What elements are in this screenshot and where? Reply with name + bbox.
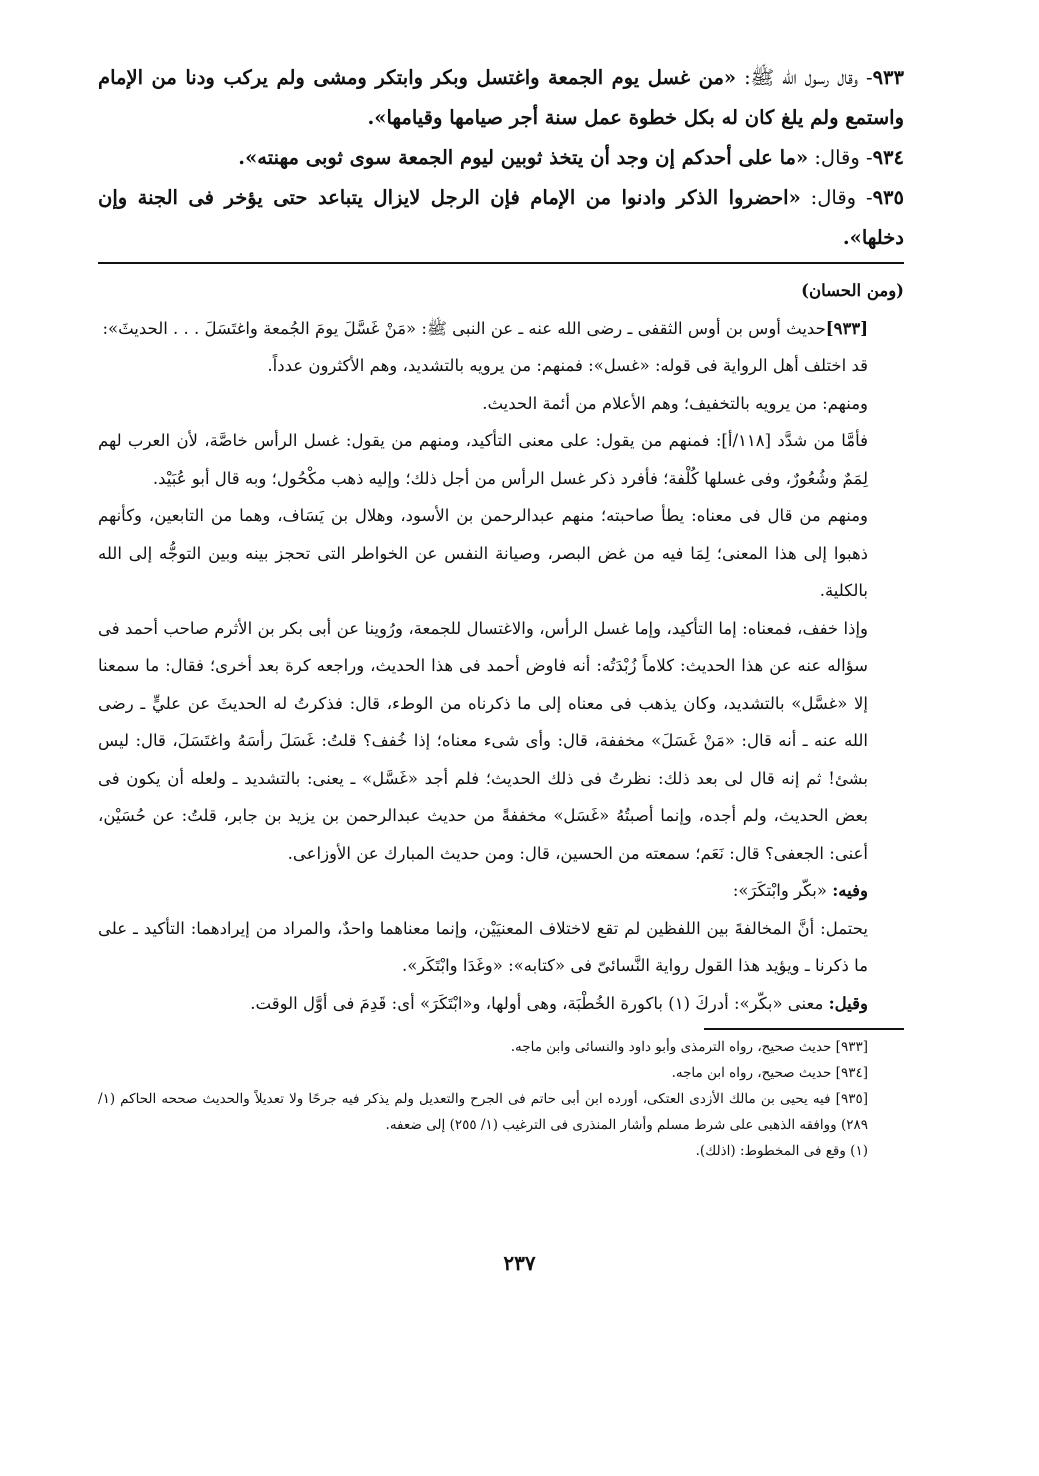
page-number: ٢٣٧: [503, 1251, 536, 1275]
footnote: [98, 1034, 904, 1060]
fihi-text: «بكّر وابْتكَرَ»:: [732, 881, 827, 900]
hadith-intro: وقال:: [810, 186, 857, 209]
hadith-section: [98, 58, 904, 258]
commentary-paragraph: يحتمل: أنَّ المخالفةَ بين اللفظين لم تقع لاختلاف المعنيَيْن، وإنما معناهما واحدٌ، والمراد من إيرادهما: التأكيد ـ على ما ذكرنا ـ ويؤيد هذا القول رواية النَّسائىّ فى «كتابه»: «وغَدَا وابْتَكَر».: [98, 918, 868, 975]
footnote-divider: [704, 1028, 904, 1030]
commentary-heading: (ومن الحسان): [801, 281, 904, 300]
commentary-paragraph: وإذا خفف، فمعناه: إما التأكيد، وإما غسل الرأس، والاغتسال للجمعة، ورُوينا عن أبى بكر بن الأثرم صاحب أحمد فى سؤاله عنه عن هذا الحديث: كلاماً زُبْدَتُه: أنه فاوض أحمد فى هذا الحديث، وراجعه كرة بعد أخرى؛ فقال: ما سمعنا إلا «غسَّل» بالتشديد، وكان يذهب فى معناه إلى ما ذكرناه من الوطء، قال: فذكرتُ له الحديثَ عن عليٍّ ـ رضى الله عنه ـ أنه قال: «مَنْ غَسَلَ» مخففة، قال: وأى شىء معناه؛ إذا خُفف؟ قلتُ: غَسَلَ رأسَهُ واغتَسَلَ، قال: ليس بشئ! ثم إنه قال لى بعد ذلك: نظرتُ فى ذلك الحديث؛ فلم أجد «غَسَّل» ـ يعنى: بالتشديد ـ ولعله أن يكون فى بعض الحديث، ولم أجده، وإنما أصبتُهُ «غَسَل» مخففةً من حديث عبدالرحمن بن يزيد بن جابر، قلتُ: عن حُسَيْن، أعنى: الجعفى؟ قال: نَعَم؛ سمعته من الحسين، قال: ومن حديث المبارك عن الأوزاعى.: [98, 618, 868, 863]
hadith-934: ٩٣٤- وقال: «ما على أحدكم إن وجد أن يتخذ ثوبين ليوم الجمعة سوى ثوبى مهنته».: [238, 146, 904, 169]
footnote-text: حديث صحيح، رواه ابن ماجه.: [671, 1065, 832, 1081]
footnote-text: حديث صحيح، رواه الترمذى وأبو داود والنسائى وابن ماجه.: [510, 1039, 832, 1055]
footnote: [98, 1138, 904, 1164]
qil-text: معنى «بكّر»: أدركَ (١) باكورة الخُطْبَة، وهى أولها، و«ابْتَكَرَ» أى: قَدِمَ فى أوَّل الوقت.: [250, 993, 824, 1013]
footnote: [98, 1060, 904, 1086]
commentary-fihi: [98, 872, 904, 910]
hadith-text: «احضروا الذكر وادنوا من الإمام فإن الرجل لايزال يتباعد حتى يؤخر فى الجنة وإن دخلها».: [98, 186, 904, 249]
commentary-intro: [٩٣٣]حديث أوس بن أوس الثقفى ـ رضى الله عنه ـ عن النبى ﷺ: «مَنْ غَسَّلَ يومَ الجُمعة واغتَسَلَ . . . الحديثَ»:: [102, 318, 868, 338]
hadith-intro: وقال:: [814, 146, 860, 169]
footnote-text: فيه يحيى بن مالك الأزدى العتكى، أورده ابن أبى حاتم فى الجرح والتعديل ولم يذكر فيه جرحًا ولا تعديلاً والحديث صححه الحاكم (١/ ٢٨٩) ووافقه الذهبى على شرط مسلم وأشار المنذرى فى الترغيب (١/ ٢٥٥) إلى ضعفه.: [98, 1091, 868, 1133]
footnote-tag: (١): [850, 1143, 868, 1159]
qil-label: وقيل:: [828, 993, 868, 1013]
commentary-qil: [98, 985, 904, 1023]
hadith-number: ٩٣٥: [872, 186, 904, 209]
hadith-933: ٩٣٣- وقال رسول الله ﷺ: «من غسل يوم الجمعة واغتسل وبكر وابتكر ومشى ولم يركب ودنا من الإمام واستمع ولم يلغ كان له بكل خطوة عمل سنة أجر صيامها وقيامها».: [98, 66, 904, 129]
hadith-number: ٩٣٣: [872, 66, 904, 89]
footnote-tag: [٩٣٥]: [835, 1091, 868, 1107]
commentary-paragraph: قد اختلف أهل الرواية فى قوله: «غسل»: فمنهم: من يرويه بالتشديد، وهم الأكثرون عدداً.: [267, 356, 868, 375]
fihi-label: وفيه:: [832, 881, 868, 900]
footnote-text: وقع فى المخطوط: (اذلك).: [695, 1143, 846, 1159]
commentary-paragraph: فأمَّا من شدَّد [١١٨/أ]: فمنهم من يقول: على معنى التأكيد، ومنهم من يقول: غسل الرأس خاصَّة، لأن العرب لهم لِمَمٌ وشُعُورٌ، وفى غسلها كُلْفة؛ فأفرد ذكر غسل الرأس من أجل ذلك؛ وإليه ذهب مكْحُول؛ وبه قال أبو عُبَيْد.: [98, 431, 868, 488]
footnote: [98, 1086, 904, 1138]
hadith-intro: وقال رسول الله ﷺ:: [744, 66, 859, 89]
commentary-section: [98, 272, 904, 1022]
hadith-number: ٩٣٤: [872, 146, 904, 169]
footnote-tag: [٩٣٤]: [835, 1065, 868, 1081]
section-divider: [98, 262, 904, 264]
hadith-reference: [٩٣٣]: [825, 318, 868, 338]
hadith-935: ٩٣٥- وقال: «احضروا الذكر وادنوا من الإمام فإن الرجل لايزال يتباعد حتى يؤخر فى الجنة وإن دخلها».: [98, 186, 904, 249]
commentary-paragraph: ومنهم: من يرويه بالتخفيف؛ وهم الأعلام من أئمة الحديث.: [482, 393, 868, 413]
footnote-tag: [٩٣٣]: [835, 1039, 868, 1055]
hadith-text: «من غسل يوم الجمعة واغتسل وبكر وابتكر ومشى ولم يركب ودنا من الإمام واستمع ولم يلغ كان له بكل خطوة عمل سنة أجر صيامها وقيامها».: [98, 66, 904, 129]
hadith-text: «ما على أحدكم إن وجد أن يتخذ ثوبين ليوم الجمعة سوى ثوبى مهنته».: [238, 146, 809, 169]
commentary-paragraph: ومنهم من قال فى معناه: يطأ صاحبته؛ منهم عبدالرحمن بن الأسود، وهلال بن يَسَاف، وهما من التابعين، وكأنهم ذهبوا إلى هذا المعنى؛ لِمَا فيه من غض البصر، وصيانة النفس عن الخواطر التى تحجز بينه وبين التوجُّه إلى الله بالكلية.: [98, 506, 868, 600]
footnotes: [98, 1034, 904, 1164]
